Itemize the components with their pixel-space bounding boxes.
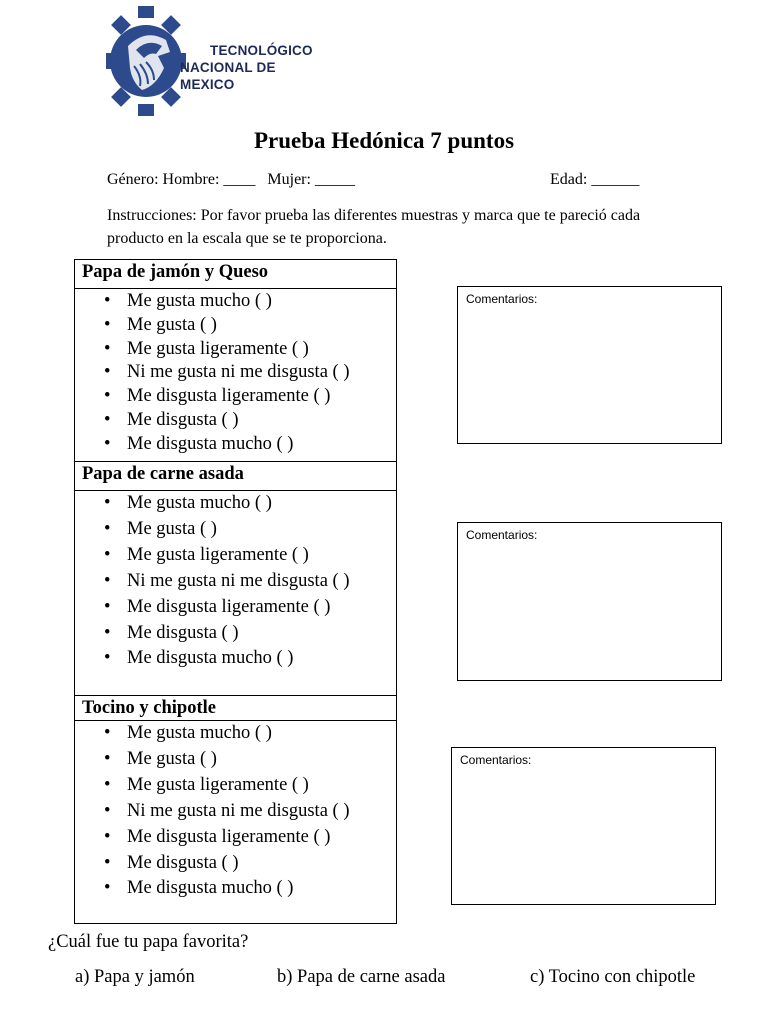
comments-box-1[interactable] xyxy=(457,286,722,444)
instructions-text: Instrucciones: Por favor prueba las diferentes muestras y marca que te pareció cada producto en la escala que se te proporciona. xyxy=(107,207,641,247)
comments-label: Comentarios: xyxy=(466,528,538,542)
comments-box-3[interactable] xyxy=(451,747,716,905)
page-title: Prueba Hedónica 7 puntos xyxy=(253,128,515,153)
scale-option[interactable]: • Me disgusta mucho ( ) xyxy=(75,433,396,457)
scale-option[interactable]: • Me gusta ligeramente ( ) xyxy=(75,773,396,799)
scale-option[interactable]: • Me gusta ligeramente ( ) xyxy=(75,543,396,569)
scale-option[interactable]: • Me disgusta ligeramente ( ) xyxy=(75,385,396,409)
section-title-1: Papa de jamón y Queso xyxy=(75,260,397,289)
logo-line-2: NACIONAL DE MEXICO xyxy=(180,60,276,92)
gender-field[interactable]: Género: Hombre: ____ Mujer: _____ xyxy=(107,171,355,188)
scale-option[interactable]: • Me disgusta ligeramente ( ) xyxy=(75,595,396,621)
scale-option[interactable]: • Me gusta mucho ( ) xyxy=(75,290,396,314)
section-title-2: Papa de carne asada xyxy=(75,462,397,491)
answer-option-b[interactable]: b) Papa de carne asada xyxy=(277,967,446,987)
scale-option[interactable]: • Me disgusta ( ) xyxy=(75,621,396,647)
comments-label: Comentarios: xyxy=(460,753,532,767)
answer-option-c[interactable]: c) Tocino con chipotle xyxy=(530,967,696,987)
section-options-1 xyxy=(75,289,397,462)
scale-option[interactable]: • Me gusta mucho ( ) xyxy=(75,491,396,517)
section-options-3 xyxy=(75,721,397,924)
age-field[interactable]: Edad: ______ xyxy=(550,171,640,188)
scale-option[interactable]: • Me gusta mucho ( ) xyxy=(75,721,396,747)
scale-option[interactable]: • Me gusta ( ) xyxy=(75,517,396,543)
gear-eagle-emblem xyxy=(106,6,186,116)
logo-line-1: TECNOLÓGICO xyxy=(210,43,313,58)
favorite-question: ¿Cuál fue tu papa favorita? xyxy=(48,932,249,952)
scale-option[interactable]: • Ni me gusta ni me disgusta ( ) xyxy=(75,799,396,825)
hedonic-scale-table xyxy=(74,259,397,924)
scale-option[interactable]: • Ni me gusta ni me disgusta ( ) xyxy=(75,569,396,595)
scale-option[interactable]: • Me gusta ( ) xyxy=(75,314,396,338)
scale-option[interactable]: • Me gusta ligeramente ( ) xyxy=(75,338,396,362)
scale-option[interactable]: • Ni me gusta ni me disgusta ( ) xyxy=(75,361,396,385)
logo-wordmark xyxy=(180,42,321,93)
scale-option[interactable]: • Me gusta ( ) xyxy=(75,747,396,773)
scale-option[interactable]: • Me disgusta ligeramente ( ) xyxy=(75,825,396,851)
section-title-3: Tocino y chipotle xyxy=(75,696,397,721)
scale-option[interactable]: • Me disgusta ( ) xyxy=(75,409,396,433)
scale-option[interactable]: • Me disgusta ( ) xyxy=(75,851,396,877)
comments-label: Comentarios: xyxy=(466,292,538,306)
institution-logo xyxy=(106,6,321,116)
comments-box-2[interactable] xyxy=(457,522,722,681)
scale-option[interactable]: • Me disgusta mucho ( ) xyxy=(75,876,396,902)
scale-option[interactable]: • Me disgusta mucho ( ) xyxy=(75,646,396,672)
answer-option-a[interactable]: a) Papa y jamón xyxy=(75,967,195,987)
section-options-2 xyxy=(75,491,397,696)
